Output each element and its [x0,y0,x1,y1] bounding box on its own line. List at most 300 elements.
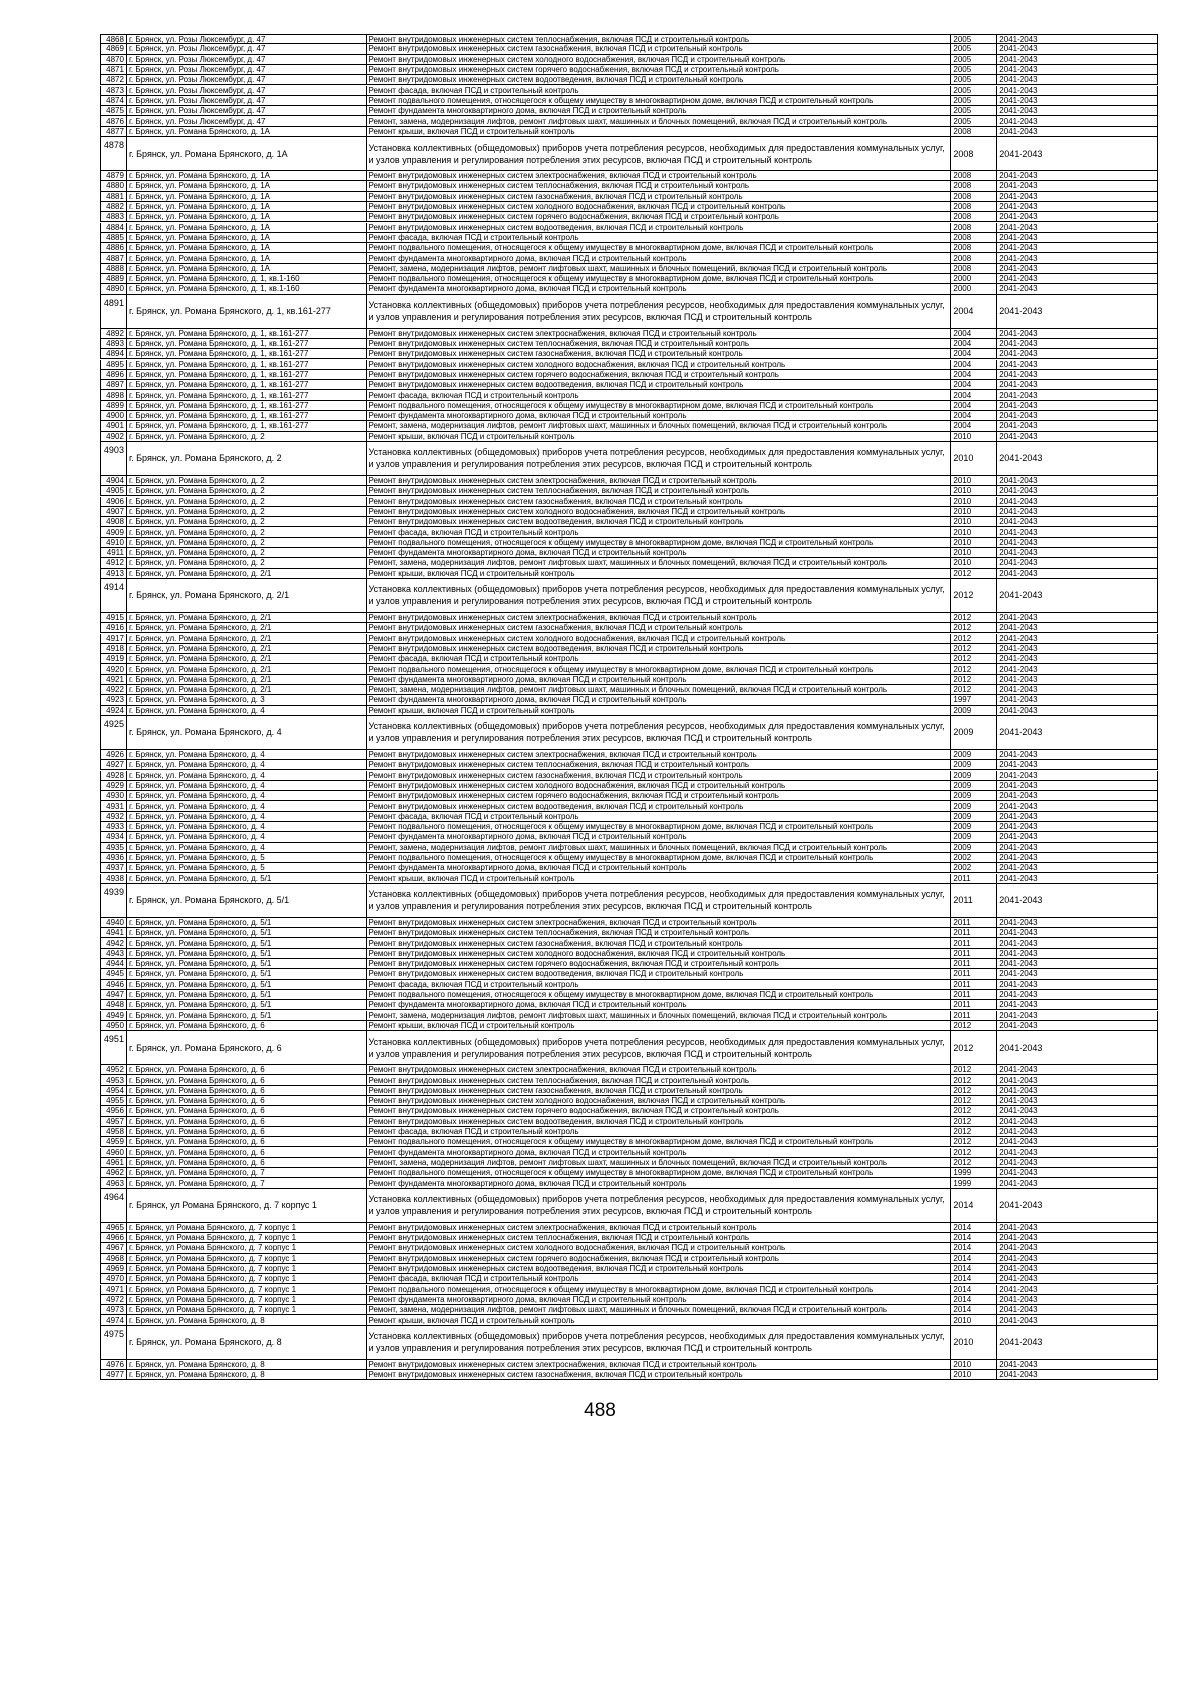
year-cell: 1997 [951,695,997,704]
work-type-cell: Ремонт фасада, включая ПСД и строительный контроль [367,86,952,95]
table-row [100,233,1158,243]
work-type-cell: Ремонт, замена, модернизация лифтов, ремонт лифтовых шахт, машинных и блочных помещений, включая ПСД и строительный контроль [367,558,952,567]
row-number: 4909 [101,527,127,536]
period-cell: 2041-2043 [999,54,1038,64]
period-cell: 2041-2043 [999,1233,1038,1243]
work-type-cell: Ремонт внутридомовых инженерных систем газоснабжения, включая ПСД и строительный контроль [367,497,952,506]
period-cell: 2041-2043 [999,895,1043,906]
work-type-cell: Ремонт крыши, включая ПСД и строительный контроль [367,1021,952,1030]
year-cell: 2014 [951,1264,997,1273]
address-cell: г. Брянск, ул. Романа Брянского, д. 2 [127,497,367,506]
year-cell: 2002 [951,863,997,872]
work-type-cell: Ремонт внутридомовых инженерных систем теплоснабжения, включая ПСД и строительный контроль [367,486,952,495]
year-cell: 2012 [951,1117,997,1126]
period-cell: 2041-2043 [999,65,1038,75]
work-type-cell: Ремонт подвального помещения, относящегося к общему имуществу в многоквартирном доме, включая ПСД и строительный контроль [367,1137,952,1146]
row-number: 4920 [101,664,127,673]
period-cell: 2041-2043 [999,548,1038,558]
work-type-cell: Ремонт внутридомовых инженерных систем водоотведения, включая ПСД и строительный контроль [367,969,952,978]
period-cell: 2041-2043 [999,390,1038,400]
work-type-cell: Ремонт подвального помещения, относящегося к общему имуществу в многоквартирном доме, включая ПСД и строительный контроль [367,990,952,999]
address-cell: г. Брянск, ул. Романа Брянского, д. 1, кв.1-160 [127,274,367,283]
period-cell: 2041-2043 [999,431,1038,441]
address-cell: г. Брянск, ул. Розы Люксембург, д. 47 [127,116,367,125]
year-cell: 2004 [951,360,997,369]
year-cell: 2014 [951,1243,997,1252]
year-cell: 2011 [951,874,997,883]
address-cell: г. Брянск, ул. Романа Брянского, д. 5/1 [127,938,367,947]
table-row [100,664,1158,674]
year-cell: 2004 [951,329,997,338]
table-row [100,390,1158,400]
row-number: 4895 [101,360,127,369]
row-number: 4911 [101,548,127,557]
work-type-cell: Ремонт подвального помещения, относящегося к общему имуществу в многоквартирном доме, включая ПСД и строительный контроль [367,274,952,283]
address-cell: г. Брянск, ул. Розы Люксембург, д. 47 [127,75,367,84]
work-type-cell: Ремонт внутридомовых инженерных систем горячего водоснабжения, включая ПСД и строительный контроль [367,370,952,379]
period-cell: 2041-2043 [999,568,1038,578]
address-cell: г. Брянск, ул. Романа Брянского, д. 5 [127,863,367,872]
row-number: 4869 [101,44,127,53]
year-cell: 2010 [951,497,997,506]
row-number: 4874 [101,96,127,105]
year-cell: 2012 [951,1096,997,1105]
period-cell: 2041-2043 [999,527,1038,537]
address-cell: г. Брянск, ул. Романа Брянского, д. 1А [127,181,367,190]
row-number: 4972 [101,1295,127,1304]
work-type-cell: Ремонт фасада, включая ПСД и строительный контроль [367,812,952,821]
year-cell: 2010 [951,538,997,547]
table-row [100,538,1158,548]
table-row [100,791,1158,801]
period-cell: 2041-2043 [999,1168,1038,1178]
row-number: 4906 [101,497,127,506]
work-type-cell: Ремонт, замена, модернизация лифтов, ремонт лифтовых шахт, машинных и блочных помещений, включая ПСД и строительный контроль [367,264,952,273]
period-cell: 2041-2043 [999,202,1038,212]
year-cell: 2002 [951,853,997,862]
address-cell: г. Брянск, ул. Романа Брянского, д. 7 [127,1178,367,1187]
row-number: 4942 [101,938,127,947]
work-type-cell: Ремонт внутридомовых инженерных систем горячего водоснабжения, включая ПСД и строительный контроль [367,212,952,221]
work-type-cell: Ремонт внутридомовых инженерных систем теплоснабжения, включая ПСД и строительный контроль [367,339,952,348]
work-type-cell: Ремонт, замена, модернизация лифтов, ремонт лифтовых шахт, машинных и блочных помещений, включая ПСД и строительный контроль [367,116,952,125]
table-row [100,1223,1158,1233]
row-number: 4961 [101,1158,127,1167]
row-number: 4937 [101,863,127,872]
period-cell: 2041-2043 [999,1359,1038,1369]
work-type-cell: Ремонт подвального помещения, относящегося к общему имуществу в многоквартирном доме, включая ПСД и строительный контроль [367,853,952,862]
address-cell: г. Брянск, ул. Романа Брянского, д. 4 [127,781,367,790]
address-cell: г. Брянск, ул. Романа Брянского, д. 2 [127,538,367,547]
address-cell: г. Брянск, ул. Романа Брянского, д. 5/1 [127,928,367,937]
period-cell: 2041-2043 [999,517,1038,527]
year-cell: 2011 [951,938,997,947]
address-cell: г. Брянск, ул. Романа Брянского, д. 2 [127,517,367,526]
table-row [100,1137,1158,1147]
table-row [100,329,1158,339]
work-type-cell: Установка коллективных (общедомовых) приборов учета потребления ресурсов, необходимых для предоставления коммунальных услуг, и узлов управления и регулирования потребления этих ресурсов, включая ПСД и строительный контроль [367,1031,952,1064]
year-cell: 1999 [951,1178,997,1187]
row-number: 4955 [101,1096,127,1105]
year-cell: 2014 [951,1189,997,1222]
work-type-cell: Ремонт подвального помещения, относящегося к общему имуществу в многоквартирном доме, включая ПСД и строительный контроль [367,664,952,673]
table-row [100,507,1158,517]
address-cell: г. Брянск, ул. Романа Брянского, д. 1А [127,264,367,273]
row-number: 4950 [101,1021,127,1030]
work-type-cell: Ремонт подвального помещения, относящегося к общему имуществу в многоквартирном доме, включая ПСД и строительный контроль [367,822,952,831]
year-cell: 2011 [951,959,997,968]
work-type-cell: Ремонт фундамента многоквартирного дома, включая ПСД и строительный контроль [367,863,952,872]
year-cell: 2004 [951,339,997,348]
period-cell: 2041-2043 [999,1042,1043,1053]
period-cell: 2041-2043 [999,369,1038,379]
row-number: 4871 [101,65,127,74]
row-number: 4941 [101,928,127,937]
period-cell: 2041-2043 [999,349,1038,359]
row-number: 4956 [101,1106,127,1115]
work-type-cell: Ремонт внутридомовых инженерных систем газоснабжения, включая ПСД и строительный контроль [367,1370,952,1379]
row-number: 4918 [101,644,127,653]
table-row [100,274,1158,284]
work-type-cell: Установка коллективных (общедомовых) приборов учета потребления ресурсов, необходимых для предоставления коммунальных услуг, и узлов управления и регулирования потребления этих ресурсов, включая ПСД и строительный контроль [367,716,952,749]
work-type-cell: Ремонт внутридомовых инженерных систем горячего водоснабжения, включая ПСД и строительный контроль [367,1254,952,1263]
row-number: 4938 [101,874,127,883]
table-row [100,476,1158,486]
table-row [100,1031,1158,1065]
table-row [100,192,1158,202]
table-row [100,1326,1158,1360]
address-cell: г. Брянск, ул. Романа Брянского, д. 6 [127,1148,367,1157]
row-number: 4904 [101,476,127,485]
table-row [100,959,1158,969]
period-cell: 2041-2043 [999,1370,1038,1380]
address-cell: г. Брянск, ул. Романа Брянского, д. 4 [127,812,367,821]
row-number: 4971 [101,1285,127,1294]
period-cell: 2041-2043 [999,1200,1043,1211]
year-cell: 2014 [951,1274,997,1283]
address-cell: г. Брянск, ул. Романа Брянского, д. 6 [127,1096,367,1105]
year-cell: 2008 [951,253,997,262]
table-row [100,349,1158,359]
table-row [100,1148,1158,1158]
year-cell: 2012 [951,1031,997,1064]
table-row [100,1117,1158,1127]
work-type-cell: Ремонт внутридомовых инженерных систем газоснабжения, включая ПСД и строительный контроль [367,44,952,53]
table-row [100,548,1158,558]
period-cell: 2041-2043 [999,1127,1038,1137]
year-cell: 2008 [951,181,997,190]
row-number: 4893 [101,339,127,348]
year-cell: 2012 [951,1127,997,1136]
work-type-cell: Ремонт внутридомовых инженерных систем электроснабжения, включая ПСД и строительный контроль [367,1223,952,1232]
period-cell: 2041-2043 [999,95,1038,105]
table-row [100,1254,1158,1264]
address-cell: г. Брянск, ул. Романа Брянского, д. 1А [127,192,367,201]
table-row [100,1106,1158,1116]
period-cell: 2041-2043 [999,380,1038,390]
address-cell: г. Брянск, ул. Розы Люксембург, д. 47 [127,65,367,74]
table-row [100,1274,1158,1284]
work-type-cell: Ремонт внутридомовых инженерных систем газоснабжения, включая ПСД и строительный контроль [367,623,952,632]
row-number: 4925 [101,716,127,749]
page-number: 488 [584,1400,616,1422]
address-cell: г. Брянск, ул. Романа Брянского, д. 1А [127,233,367,242]
work-type-cell: Ремонт внутридомовых инженерных систем газоснабжения, включая ПСД и строительный контроль [367,192,952,201]
year-cell: 2010 [951,548,997,557]
table-row [100,1000,1158,1010]
period-cell: 2041-2043 [999,1147,1038,1157]
work-type-cell: Ремонт внутридомовых инженерных систем теплоснабжения, включая ПСД и строительный контроль [367,928,952,937]
row-number: 4964 [101,1189,127,1222]
period-cell: 2041-2043 [999,1116,1038,1126]
year-cell: 2010 [951,527,997,536]
table-row [100,1360,1158,1370]
table-row [100,202,1158,212]
work-type-cell: Ремонт, замена, модернизация лифтов, ремонт лифтовых шахт, машинных и блочных помещений, включая ПСД и строительный контроль [367,1158,952,1167]
table-row [100,497,1158,507]
address-cell: г. Брянск, ул. Романа Брянского, д. 1А [127,223,367,232]
address-cell: г. Брянск, ул. Романа Брянского, д. 2 [127,558,367,567]
work-type-cell: Ремонт подвального помещения, относящегося к общему имуществу в многоквартирном доме, включая ПСД и строительный контроль [367,538,952,547]
address-cell: г. Брянск, ул. Романа Брянского, д. 2/1 [127,613,367,622]
period-cell: 2041-2043 [999,328,1038,338]
table-row [100,675,1158,685]
row-number: 4880 [101,181,127,190]
work-type-cell: Ремонт, замена, модернизация лифтов, ремонт лифтовых шахт, машинных и блочных помещений, включая ПСД и строительный контроль [367,421,952,430]
year-cell: 2011 [951,980,997,989]
table-row [100,1158,1158,1168]
period-cell: 2041-2043 [999,1106,1038,1116]
table-row [100,832,1158,842]
table-row [100,1168,1158,1178]
table-row [100,411,1158,421]
work-type-cell: Ремонт внутридомовых инженерных систем водоотведения, включая ПСД и строительный контроль [367,1264,952,1273]
table-row [100,613,1158,623]
address-cell: г. Брянск, ул. Романа Брянского, д. 4 [127,760,367,769]
period-cell: 2041-2043 [999,727,1043,738]
address-cell: г. Брянск, ул Романа Брянского, д. 7 корпус 1 [127,1264,367,1273]
work-type-cell: Ремонт, замена, модернизация лифтов, ремонт лифтовых шахт, машинных и блочных помещений, включая ПСД и строительный контроль [367,1011,952,1020]
row-number: 4966 [101,1233,127,1242]
period-cell: 2041-2043 [999,1305,1038,1315]
row-number: 4947 [101,990,127,999]
table-row [100,949,1158,959]
period-cell: 2041-2043 [999,990,1038,1000]
year-cell: 2004 [951,370,997,379]
period-cell: 2041-2043 [999,832,1038,842]
year-cell: 2005 [951,116,997,125]
work-type-cell: Ремонт крыши, включая ПСД и строительный контроль [367,706,952,715]
address-cell: г. Брянск, ул. Романа Брянского, д. 6 [127,1117,367,1126]
table-row [100,579,1158,613]
period-cell: 2041-2043 [999,1085,1038,1095]
year-cell: 2011 [951,1000,997,1009]
row-number: 4927 [101,760,127,769]
period-cell: 2041-2043 [999,969,1038,979]
period-cell: 2041-2043 [999,191,1038,201]
work-type-cell: Ремонт, замена, модернизация лифтов, ремонт лифтовых шахт, машинных и блочных помещений, включая ПСД и строительный контроль [367,685,952,694]
address-cell: г. Брянск, ул. Романа Брянского, д. 1А [127,137,367,170]
work-type-cell: Ремонт внутридомовых инженерных систем водоотведения, включая ПСД и строительный контроль [367,644,952,653]
work-type-cell: Ремонт внутридомовых инженерных систем электроснабжения, включая ПСД и строительный контроль [367,171,952,180]
row-number: 4952 [101,1065,127,1074]
year-cell: 2008 [951,137,997,170]
period-cell: 2041-2043 [999,750,1038,760]
table-row [100,44,1158,54]
work-type-cell: Ремонт фасада, включая ПСД и строительный контроль [367,1274,952,1283]
row-number: 4974 [101,1315,127,1324]
address-cell: г. Брянск, ул. Романа Брянского, д. 4 [127,716,367,749]
row-number: 4943 [101,949,127,958]
row-number: 4913 [101,569,127,578]
table-row [100,339,1158,349]
row-number: 4945 [101,969,127,978]
row-number: 4901 [101,421,127,430]
work-type-cell: Ремонт внутридомовых инженерных систем электроснабжения, включая ПСД и строительный контроль [367,750,952,759]
row-number: 4902 [101,432,127,441]
work-type-cell: Ремонт фундамента многоквартирного дома, включая ПСД и строительный контроль [367,106,952,115]
work-type-cell: Ремонт фасада, включая ПСД и строительный контроль [367,980,952,989]
work-type-cell: Ремонт фасада, включая ПСД и строительный контроль [367,233,952,242]
year-cell: 2012 [951,675,997,684]
table-row [100,863,1158,873]
period-cell: 2041-2043 [999,306,1043,317]
address-cell: г. Брянск, ул. Розы Люксембург, д. 47 [127,35,367,43]
table-row [100,486,1158,496]
address-cell: г. Брянск, ул Романа Брянского, д. 7 корпус 1 [127,1223,367,1232]
address-cell: г. Брянск, ул Романа Брянского, д. 7 корпус 1 [127,1274,367,1283]
period-cell: 2041-2043 [999,979,1038,989]
table-row [100,253,1158,263]
year-cell: 2009 [951,812,997,821]
period-cell: 2041-2043 [999,106,1038,116]
row-number: 4954 [101,1086,127,1095]
table-row [100,517,1158,527]
row-number: 4907 [101,507,127,516]
work-type-cell: Ремонт внутридомовых инженерных систем горячего водоснабжения, включая ПСД и строительный контроль [367,1106,952,1115]
address-cell: г. Брянск, ул. Романа Брянского, д. 2/1 [127,634,367,643]
table-row [100,558,1158,568]
table-row [100,771,1158,781]
year-cell: 2011 [951,1011,997,1020]
row-number: 4875 [101,106,127,115]
period-cell: 2041-2043 [999,506,1038,516]
work-type-cell: Ремонт внутридомовых инженерных систем холодного водоснабжения, включая ПСД и строительный контроль [367,634,952,643]
address-cell: г. Брянск, ул. Романа Брянского, д. 5/1 [127,949,367,958]
table-row [100,812,1158,822]
row-number: 4957 [101,1117,127,1126]
year-cell: 2012 [951,644,997,653]
year-cell: 2012 [951,569,997,578]
row-number: 4936 [101,853,127,862]
period-cell: 2041-2043 [999,1294,1038,1304]
address-cell: г. Брянск, ул. Романа Брянского, д. 2/1 [127,644,367,653]
row-number: 4976 [101,1360,127,1369]
row-number: 4915 [101,613,127,622]
period-cell: 2041-2043 [999,263,1038,273]
row-number: 4878 [101,137,127,170]
table-row [100,760,1158,770]
row-number: 4903 [101,442,127,475]
work-type-cell: Ремонт фундамента многоквартирного дома, включая ПСД и строительный контроль [367,411,952,420]
period-cell: 2041-2043 [999,421,1038,431]
work-type-cell: Ремонт внутридомовых инженерных систем горячего водоснабжения, включая ПСД и строительный контроль [367,791,952,800]
table-row [100,1021,1158,1031]
work-type-cell: Ремонт внутридомовых инженерных систем водоотведения, включая ПСД и строительный контроль [367,801,952,810]
year-cell: 2012 [951,1106,997,1115]
row-number: 4888 [101,264,127,273]
row-number: 4929 [101,781,127,790]
row-number: 4963 [101,1178,127,1187]
address-cell: г. Брянск, ул. Романа Брянского, д. 2 [127,527,367,536]
work-type-cell: Установка коллективных (общедомовых) приборов учета потребления ресурсов, необходимых для предоставления коммунальных услуг, и узлов управления и регулирования потребления этих ресурсов, включая ПСД и строительный контроль [367,295,952,328]
year-cell: 2012 [951,613,997,622]
row-number: 4970 [101,1274,127,1283]
year-cell: 2000 [951,284,997,293]
year-cell: 2004 [951,390,997,399]
address-cell: г. Брянск, ул. Романа Брянского, д. 5/1 [127,1011,367,1020]
work-type-cell: Ремонт внутридомовых инженерных систем горячего водоснабжения, включая ПСД и строительный контроль [367,65,952,74]
address-cell: г. Брянск, ул. Романа Брянского, д. 5/1 [127,990,367,999]
table-row [100,212,1158,222]
period-cell: 2041-2043 [999,359,1038,369]
row-number: 4968 [101,1254,127,1263]
year-cell: 2010 [951,1370,997,1379]
address-cell: г. Брянск, ул Романа Брянского, д. 7 корпус 1 [127,1189,367,1222]
year-cell: 2011 [951,969,997,978]
period-cell: 2041-2043 [999,486,1038,496]
address-cell: г. Брянск, ул. Романа Брянского, д. 1А [127,243,367,252]
address-cell: г. Брянск, ул. Романа Брянского, д. 5 [127,853,367,862]
address-cell: г. Брянск, ул Романа Брянского, д. 7 корпус 1 [127,1285,367,1294]
row-number: 4939 [101,884,127,917]
row-number: 4969 [101,1264,127,1273]
row-number: 4926 [101,750,127,759]
year-cell: 2008 [951,233,997,242]
period-cell: 2041-2043 [999,1157,1038,1167]
year-cell: 2012 [951,685,997,694]
address-cell: г. Брянск, ул. Романа Брянского, д. 4 [127,750,367,759]
period-cell: 2041-2043 [999,674,1038,684]
work-type-cell: Ремонт внутридомовых инженерных систем теплоснабжения, включая ПСД и строительный контроль [367,1075,952,1084]
period-cell: 2041-2043 [999,75,1038,85]
row-number: 4933 [101,822,127,831]
row-number: 4870 [101,55,127,64]
address-cell: г. Брянск, ул. Романа Брянского, д. 5/1 [127,980,367,989]
table-row [100,853,1158,863]
work-type-cell: Ремонт внутридомовых инженерных систем электроснабжения, включая ПСД и строительный контроль [367,613,952,622]
period-cell: 2041-2043 [999,400,1038,410]
table-row [100,623,1158,633]
year-cell: 2011 [951,884,997,917]
work-type-cell: Ремонт внутридомовых инженерных систем холодного водоснабжения, включая ПСД и строительный контроль [367,781,952,790]
year-cell: 2009 [951,781,997,790]
period-cell: 2041-2043 [999,1264,1038,1274]
address-cell: г. Брянск, ул. Романа Брянского, д. 6 [127,1137,367,1146]
row-number: 4944 [101,959,127,968]
period-cell: 2041-2043 [999,274,1038,284]
table-row [100,284,1158,294]
address-cell: г. Брянск, ул. Романа Брянского, д. 5/1 [127,874,367,883]
work-type-cell: Ремонт внутридомовых инженерных систем водоотведения, включая ПСД и строительный контроль [367,75,952,84]
address-cell: г. Брянск, ул. Романа Брянского, д. 4 [127,801,367,810]
work-type-cell: Ремонт фундамента многоквартирного дома, включая ПСД и строительный контроль [367,675,952,684]
table-row [100,990,1158,1000]
year-cell: 2009 [951,750,997,759]
work-type-cell: Ремонт фасада, включая ПСД и строительный контроль [367,654,952,663]
table-row [100,1178,1158,1188]
row-number: 4896 [101,370,127,379]
